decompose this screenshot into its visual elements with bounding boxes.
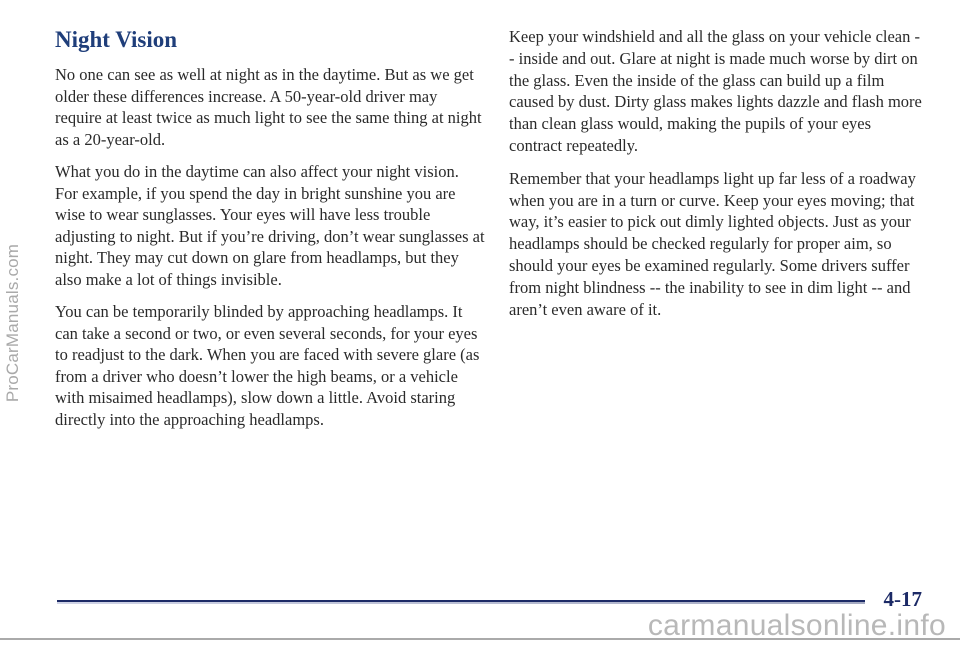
- side-watermark-text: ProCarManuals.com: [3, 243, 22, 402]
- paragraph: What you do in the daytime can also affect your night vision. For example, if you spend the day in bright sunshine you are wise to wear sunglasses. Your eyes will have less trouble adjusting to night. But if you’re driving, don’t wear sunglasses at night. They may cut down on glare from headlamps, but they also make a lot of things invisible.: [55, 162, 485, 289]
- footer-rule-shadow: [57, 602, 865, 604]
- paragraph: You can be temporarily blinded by approaching headlamps. It can take a second or two, or even several seconds, for your eyes to readjust to the dark. When you are faced with severe glare (as from a driver who doesn’t lower the high beams, or a vehicle with misaimed headlamps), slow down a little. Avoid staring directly into the approaching headlamps.: [55, 302, 480, 429]
- right-column: [509, 26, 924, 331]
- paragraph: Keep your windshield and all the glass on your vehicle clean -- inside and out. Glare at night is made much worse by dirt on the glass. Even the inside of the glass can build up a film caused by dust. Dirty glass makes lights dazzle and flash more than clean glass would, making the pupils of your eyes contract repeatedly.: [509, 27, 922, 155]
- side-watermark: [2, 0, 24, 645]
- page-number: 4-17: [883, 587, 922, 611]
- paragraph: No one can see as well at night as in the daytime. But as we get older these differences increase. A 50-year-old driver may require at least twice as much light to see the same thing at night as a 20-year-old.: [55, 65, 482, 149]
- bottom-watermark: carmanualsonline.info: [647, 609, 946, 642]
- paragraph: Remember that your headlamps light up far less of a roadway when you are in a turn or curve. Keep your eyes moving; that way, it’s easier to pick out dimly lighted objects. Just as your headlamps should be checked regularly for proper aim, so should your eyes be examined regularly. Some drivers suffer from night blindness -- the inability to see in dim light -- and aren’t even aware of it.: [509, 168, 916, 319]
- left-column: [55, 26, 485, 441]
- section-title: Night Vision: [55, 27, 178, 52]
